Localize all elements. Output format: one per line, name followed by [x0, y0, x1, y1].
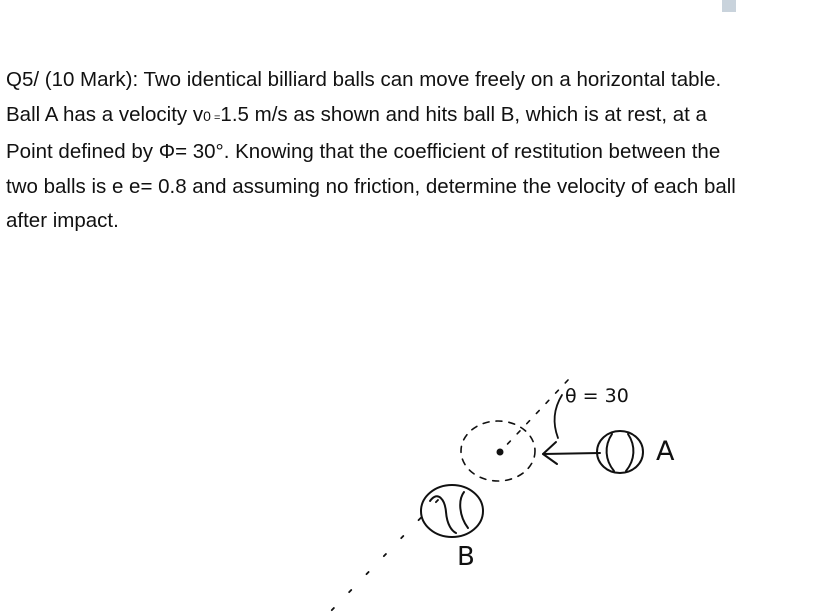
velocity-subscript: 0 [203, 107, 211, 124]
problem-line-3: Point defined by Φ= 30°. Knowing that the coefficient of restitution between the [6, 140, 721, 163]
collision-sketch [300, 360, 720, 615]
corner-mark [722, 0, 736, 12]
velocity-arrow [543, 453, 600, 454]
ball-b [421, 485, 483, 537]
problem-line-2 [6, 98, 830, 136]
problem-line-1: Q5/ (10 Mark): Two identical billiard balls can move freely on a horizontal table. [6, 68, 722, 91]
problem-line-4: two balls is e e= 0.8 and assuming no friction, determine the velocity of each ball [6, 174, 736, 198]
ball-b-label: B [457, 542, 475, 572]
problem-statement [6, 63, 830, 239]
problem-line-2-start: Ball A has a velocity v [6, 102, 204, 126]
line-of-impact [500, 380, 568, 452]
angle-arc [555, 395, 562, 438]
ball-a-label: A [656, 436, 675, 467]
equals-sign: = [210, 111, 221, 124]
problem-line-2-end: 1.5 m/s as shown and hits ball B, which is at rest, at a [220, 102, 707, 126]
ball-a [597, 431, 643, 473]
problem-line-5: after impact. [6, 209, 119, 232]
angle-label: θ = 30 [565, 385, 629, 407]
